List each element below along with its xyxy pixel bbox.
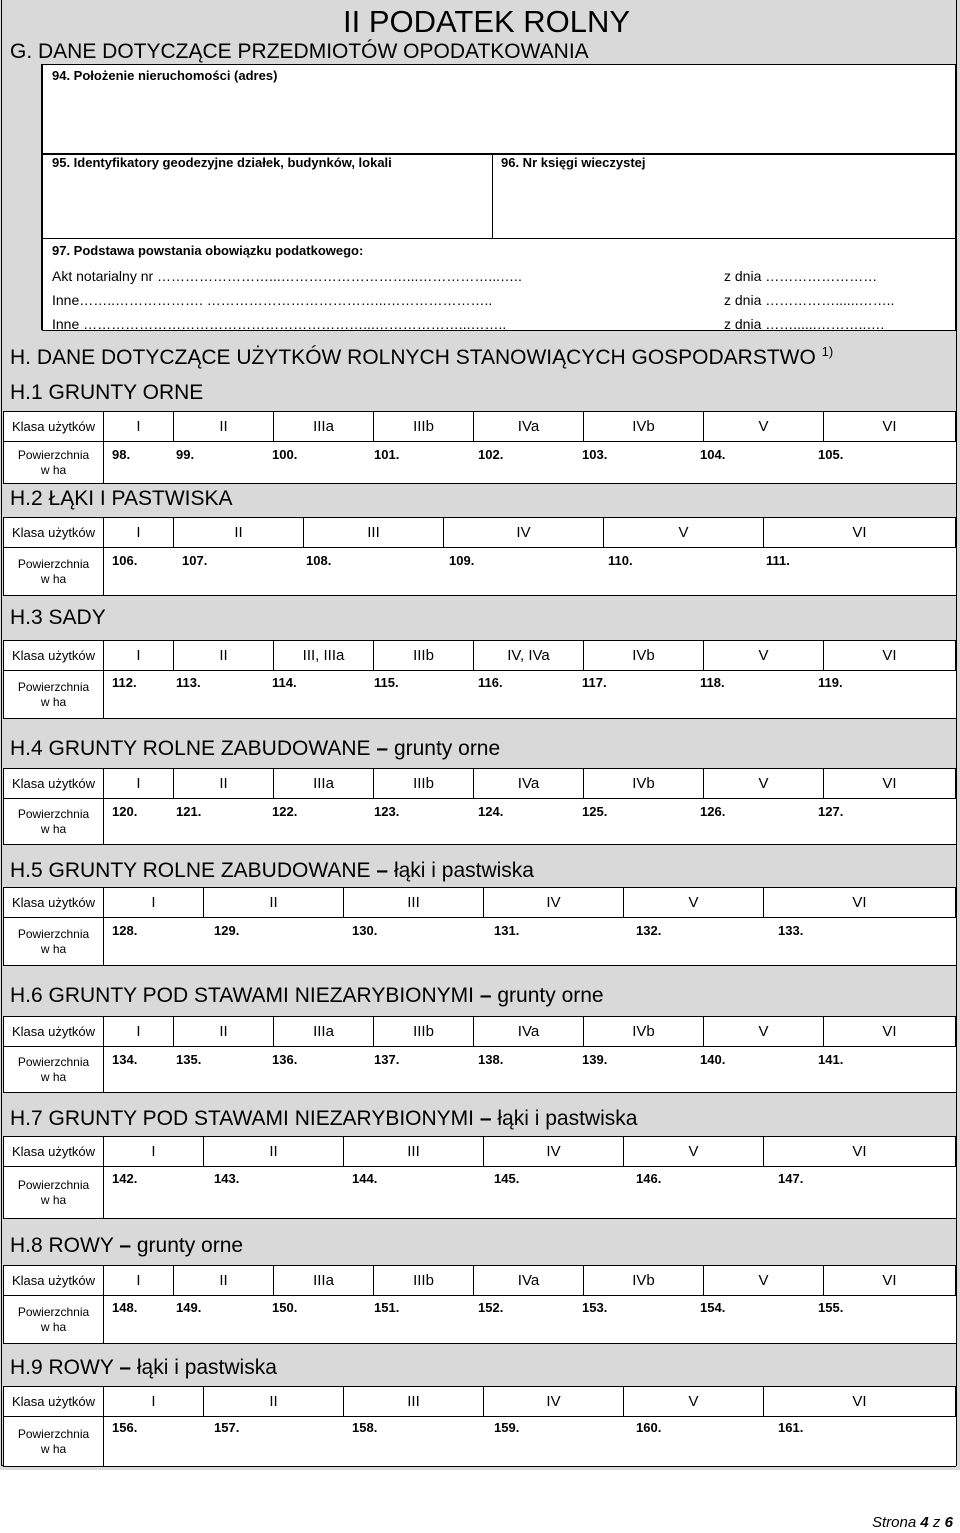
area-label-line2: w ha xyxy=(40,1192,67,1207)
h6-col-header: IIIa xyxy=(274,1017,374,1047)
h9-field[interactable]: 161. xyxy=(778,1420,804,1435)
h2-title: H.2 ŁĄKI I PASTWISKA xyxy=(10,487,233,510)
h7-field[interactable]: 142. xyxy=(112,1171,138,1186)
h5-col-header: IV xyxy=(484,888,624,918)
h5-area-label xyxy=(4,918,104,966)
h8-col-header: IVb xyxy=(584,1266,704,1296)
area-label-line1: Powierzchnia xyxy=(17,556,90,571)
h6-col-header: IIIb xyxy=(374,1017,474,1047)
area-label-line2: w ha xyxy=(40,1319,67,1334)
area-label-line2: w ha xyxy=(40,1441,67,1456)
h9-col-header: IV xyxy=(484,1387,624,1417)
h7-field[interactable]: 143. xyxy=(214,1171,240,1186)
h8-col-header: IIIa xyxy=(274,1266,374,1296)
h7-klasa-label: Klasa użytków xyxy=(4,1137,104,1167)
h6-field[interactable]: 138. xyxy=(478,1052,504,1067)
h1-field[interactable]: 100. xyxy=(272,447,298,462)
h7-col-header: V xyxy=(624,1137,764,1167)
h2-col-header: VI xyxy=(764,518,956,548)
h9-area-label xyxy=(4,1417,104,1467)
h7-field[interactable]: 146. xyxy=(636,1171,662,1186)
h5-col-header: VI xyxy=(764,888,956,918)
h2-col-header: I xyxy=(104,518,174,548)
h4-klasa-label: Klasa użytków xyxy=(4,769,104,799)
h8-title-sub: grunty orne xyxy=(136,1234,244,1257)
h7-table xyxy=(3,1136,956,1219)
h9-title-sub: łąki i pastwiska xyxy=(136,1356,277,1379)
h6-col-header: I xyxy=(104,1017,174,1047)
h1-field[interactable]: 98. xyxy=(112,447,131,462)
h5-field[interactable]: 133. xyxy=(778,923,804,938)
area-label-line1: Powierzchnia xyxy=(17,1054,90,1069)
h3-title: H.3 SADY xyxy=(10,606,106,629)
h7-title-sub: łąki i pastwiska xyxy=(497,1107,638,1130)
h8-title-main: H.8 ROWY xyxy=(10,1234,114,1257)
h3-col-header: II xyxy=(174,641,274,671)
h6-field[interactable]: 137. xyxy=(374,1052,400,1067)
h7-title xyxy=(10,1107,637,1131)
h2-area-label xyxy=(4,548,104,596)
basis-notarial-left: Akt notarialny nr ……………………...………………………...……………...….. xyxy=(52,268,522,284)
h1-col-header: IIIb xyxy=(374,412,474,442)
h9-field[interactable]: 160. xyxy=(636,1420,662,1435)
area-label-line2: w ha xyxy=(40,462,67,477)
h3-area-label xyxy=(4,671,104,719)
h4-col-header: VI xyxy=(824,769,956,799)
field-97-label: 97. Podstawa powstania obowiązku podatkowego: xyxy=(52,243,364,258)
h1-field[interactable]: 105. xyxy=(818,447,844,462)
h8-area-label xyxy=(4,1296,104,1344)
h8-col-header: II xyxy=(174,1266,274,1296)
h3-col-header: V xyxy=(704,641,824,671)
h4-field[interactable]: 123. xyxy=(374,804,400,819)
area-label-line1: Powierzchnia xyxy=(17,1177,90,1192)
h3-col-header: I xyxy=(104,641,174,671)
h2-field[interactable]: 106. xyxy=(112,553,138,568)
h4-title-main: H.4 GRUNTY ROLNE ZABUDOWANE xyxy=(10,737,371,760)
h4-col-header: IVb xyxy=(584,769,704,799)
h9-col-header: II xyxy=(204,1387,344,1417)
h1-col-header: IVa xyxy=(474,412,584,442)
h7-title-main: H.7 GRUNTY POD STAWAMI NIEZARYBIONYMI xyxy=(10,1107,474,1130)
h6-col-header: VI xyxy=(824,1017,956,1047)
h5-col-header: II xyxy=(204,888,344,918)
h9-title xyxy=(10,1356,277,1380)
h7-area-label xyxy=(4,1167,104,1219)
area-label-line2: w ha xyxy=(40,571,67,586)
h7-col-header: I xyxy=(104,1137,204,1167)
h6-col-header: IVa xyxy=(474,1017,584,1047)
h6-title xyxy=(10,984,604,1008)
h9-col-header: III xyxy=(344,1387,484,1417)
h9-col-header: VI xyxy=(764,1387,956,1417)
h8-field[interactable]: 154. xyxy=(700,1300,726,1315)
h7-col-header: III xyxy=(344,1137,484,1167)
h1-field[interactable]: 102. xyxy=(478,447,504,462)
h8-field[interactable]: 155. xyxy=(818,1300,844,1315)
h1-col-header: V xyxy=(704,412,824,442)
h9-field[interactable]: 157. xyxy=(214,1420,240,1435)
h9-field[interactable]: 156. xyxy=(112,1420,138,1435)
basis-notarial-date: z dnia …………………… xyxy=(724,268,878,284)
h6-col-header: V xyxy=(704,1017,824,1047)
doc-title: II PODATEK ROLNY xyxy=(343,4,631,39)
h6-title-dash: – xyxy=(479,984,492,1007)
h2-col-header: III xyxy=(304,518,444,548)
basis-other2-date: z dnia ……......………..…. xyxy=(724,316,885,332)
h3-klasa-label: Klasa użytków xyxy=(4,641,104,671)
h8-field[interactable]: 150. xyxy=(272,1300,298,1315)
area-label-line1: Powierzchnia xyxy=(17,447,90,462)
h6-col-header: IVb xyxy=(584,1017,704,1047)
h2-klasa-label: Klasa użytków xyxy=(4,518,104,548)
h4-field[interactable]: 124. xyxy=(478,804,504,819)
h5-col-header: I xyxy=(104,888,204,918)
h3-field[interactable]: 114. xyxy=(272,675,297,690)
h4-field[interactable]: 125. xyxy=(582,804,608,819)
h4-title xyxy=(10,737,500,761)
h3-field[interactable]: 115. xyxy=(374,675,399,690)
footer-total: 6 xyxy=(944,1514,953,1531)
footer-prefix: Strona xyxy=(872,1514,917,1531)
h6-field[interactable]: 136. xyxy=(272,1052,298,1067)
h5-field[interactable]: 130. xyxy=(352,923,378,938)
h4-col-header: IVa xyxy=(474,769,584,799)
h2-field[interactable]: 109. xyxy=(449,553,475,568)
area-label-line1: Powierzchnia xyxy=(17,806,90,821)
h3-col-header: IVb xyxy=(584,641,704,671)
footer-page: 4 xyxy=(920,1514,929,1531)
basis-other1-left: Inne……..………………. ………………………………...………………….. xyxy=(52,292,493,308)
h2-field[interactable]: 107. xyxy=(182,553,208,568)
basis-other2-left: Inne ……………………………………………………...………………...…….. xyxy=(52,316,507,332)
h1-field[interactable]: 101. xyxy=(374,447,400,462)
h3-field[interactable]: 116. xyxy=(478,675,503,690)
h1-col-header: IIIa xyxy=(274,412,374,442)
h5-field[interactable]: 129. xyxy=(214,923,240,938)
area-label-line2: w ha xyxy=(40,941,67,956)
h4-field[interactable]: 120. xyxy=(112,804,138,819)
h8-field[interactable]: 149. xyxy=(176,1300,202,1315)
h2-table xyxy=(3,517,956,596)
h8-field[interactable]: 153. xyxy=(582,1300,608,1315)
area-label-line1: Powierzchnia xyxy=(17,1304,90,1319)
h1-field[interactable]: 99. xyxy=(176,447,195,462)
h7-field[interactable]: 147. xyxy=(778,1171,804,1186)
h5-col-header: III xyxy=(344,888,484,918)
h7-title-dash: – xyxy=(479,1107,492,1130)
h9-field[interactable]: 158. xyxy=(352,1420,378,1435)
h4-col-header: II xyxy=(174,769,274,799)
h1-field[interactable]: 103. xyxy=(582,447,608,462)
area-label-line2: w ha xyxy=(40,1069,67,1084)
h3-col-header: IV, IVa xyxy=(474,641,584,671)
h4-title-dash: – xyxy=(376,737,389,760)
h5-title xyxy=(10,859,534,883)
h8-title xyxy=(10,1234,243,1258)
h4-field[interactable]: 126. xyxy=(700,804,726,819)
h6-field[interactable]: 139. xyxy=(582,1052,608,1067)
h9-klasa-label: Klasa użytków xyxy=(4,1387,104,1417)
basis-other1-date: z dnia ……………......…….. xyxy=(724,292,895,308)
h3-field[interactable]: 113. xyxy=(176,675,201,690)
h1-col-header: I xyxy=(104,412,174,442)
h8-field[interactable]: 148. xyxy=(112,1300,138,1315)
h6-klasa-label: Klasa użytków xyxy=(4,1017,104,1047)
h3-col-header: VI xyxy=(824,641,956,671)
h8-col-header: I xyxy=(104,1266,174,1296)
h3-col-header: IIIb xyxy=(374,641,474,671)
area-label-line1: Powierzchnia xyxy=(17,1426,90,1441)
h5-title-dash: – xyxy=(376,859,389,882)
h9-table xyxy=(3,1386,956,1467)
h6-col-header: II xyxy=(174,1017,274,1047)
field-96-label: 96. Nr księgi wieczystej xyxy=(501,155,646,170)
h1-col-header: IVb xyxy=(584,412,704,442)
h3-field[interactable]: 117. xyxy=(582,675,607,690)
h2-col-header: IV xyxy=(444,518,604,548)
h2-field[interactable]: 108. xyxy=(306,553,332,568)
h6-field[interactable]: 135. xyxy=(176,1052,202,1067)
h5-col-header: V xyxy=(624,888,764,918)
h1-area-label xyxy=(4,442,104,484)
h2-field[interactable]: 111. xyxy=(766,553,790,568)
field-94-label: 94. Położenie nieruchomości (adres) xyxy=(52,68,278,83)
h5-field[interactable]: 128. xyxy=(112,923,138,938)
h7-field[interactable]: 145. xyxy=(494,1171,520,1186)
h2-area-row[interactable] xyxy=(104,548,956,596)
h8-field[interactable]: 152. xyxy=(478,1300,504,1315)
h6-field[interactable]: 141. xyxy=(818,1052,844,1067)
h5-klasa-label: Klasa użytków xyxy=(4,888,104,918)
h4-col-header: I xyxy=(104,769,174,799)
h7-col-header: VI xyxy=(764,1137,956,1167)
h2-col-header: II xyxy=(174,518,304,548)
h4-field[interactable]: 122. xyxy=(272,804,298,819)
h4-col-header: IIIb xyxy=(374,769,474,799)
h2-field[interactable]: 110. xyxy=(608,553,633,568)
h8-col-header: IVa xyxy=(474,1266,584,1296)
section-h-title-text: H. DANE DOTYCZĄCE UŻYTKÓW ROLNYCH STANOWIĄCYCH GOSPODARSTWO xyxy=(10,346,816,369)
h5-title-main: H.5 GRUNTY ROLNE ZABUDOWANE xyxy=(10,859,371,882)
section-g-title: G. DANE DOTYCZĄCE PRZEDMIOTÓW OPODATKOWANIA xyxy=(10,40,589,63)
h5-table xyxy=(3,887,956,966)
h1-klasa-label: Klasa użytków xyxy=(4,412,104,442)
h8-col-header: VI xyxy=(824,1266,956,1296)
field-95-label: 95. Identyfikatory geodezyjne działek, budynków, lokali xyxy=(52,155,392,170)
h9-title-dash: – xyxy=(119,1356,131,1379)
h8-title-dash: – xyxy=(119,1234,131,1257)
area-label-line2: w ha xyxy=(40,821,67,836)
left-margin-column xyxy=(1,64,42,330)
footer-sep: z xyxy=(932,1514,941,1531)
h5-field[interactable]: 132. xyxy=(636,923,662,938)
h9-col-header: I xyxy=(104,1387,204,1417)
area-label-line1: Powierzchnia xyxy=(17,926,90,941)
h1-col-header: VI xyxy=(824,412,956,442)
h9-col-header: V xyxy=(624,1387,764,1417)
section-h-title xyxy=(10,344,833,370)
h1-col-header: II xyxy=(174,412,274,442)
h6-title-sub: grunty orne xyxy=(497,984,604,1007)
h4-field[interactable]: 127. xyxy=(818,804,844,819)
h2-col-header: V xyxy=(604,518,764,548)
h5-field[interactable]: 131. xyxy=(494,923,520,938)
h4-area-label xyxy=(4,799,104,845)
area-label-line2: w ha xyxy=(40,694,67,709)
h9-title-main: H.9 ROWY xyxy=(10,1356,114,1379)
h3-field[interactable]: 119. xyxy=(818,675,843,690)
h6-title-main: H.6 GRUNTY POD STAWAMI NIEZARYBIONYMI xyxy=(10,984,474,1007)
h4-col-header: V xyxy=(704,769,824,799)
h6-field[interactable]: 140. xyxy=(700,1052,726,1067)
h7-col-header: IV xyxy=(484,1137,624,1167)
h6-area-label xyxy=(4,1047,104,1093)
h4-field[interactable]: 121. xyxy=(176,804,202,819)
h6-field[interactable]: 134. xyxy=(112,1052,138,1067)
section-h-footnote: 1) xyxy=(821,344,834,359)
h3-field[interactable]: 118. xyxy=(700,675,725,690)
h8-col-header: V xyxy=(704,1266,824,1296)
h4-title-sub: grunty orne xyxy=(393,737,501,760)
h8-field[interactable]: 151. xyxy=(374,1300,400,1315)
page-footer xyxy=(872,1514,953,1531)
h1-title: H.1 GRUNTY ORNE xyxy=(10,381,204,404)
h3-col-header: III, IIIa xyxy=(274,641,374,671)
area-label-line1: Powierzchnia xyxy=(17,679,90,694)
h3-field[interactable]: 112. xyxy=(112,675,137,690)
h9-field[interactable]: 159. xyxy=(494,1420,520,1435)
h8-col-header: IIIb xyxy=(374,1266,474,1296)
h5-title-sub: łąki i pastwiska xyxy=(393,859,534,882)
h8-klasa-label: Klasa użytków xyxy=(4,1266,104,1296)
h7-field[interactable]: 144. xyxy=(352,1171,378,1186)
h7-col-header: II xyxy=(204,1137,344,1167)
h4-col-header: IIIa xyxy=(274,769,374,799)
h1-field[interactable]: 104. xyxy=(700,447,726,462)
